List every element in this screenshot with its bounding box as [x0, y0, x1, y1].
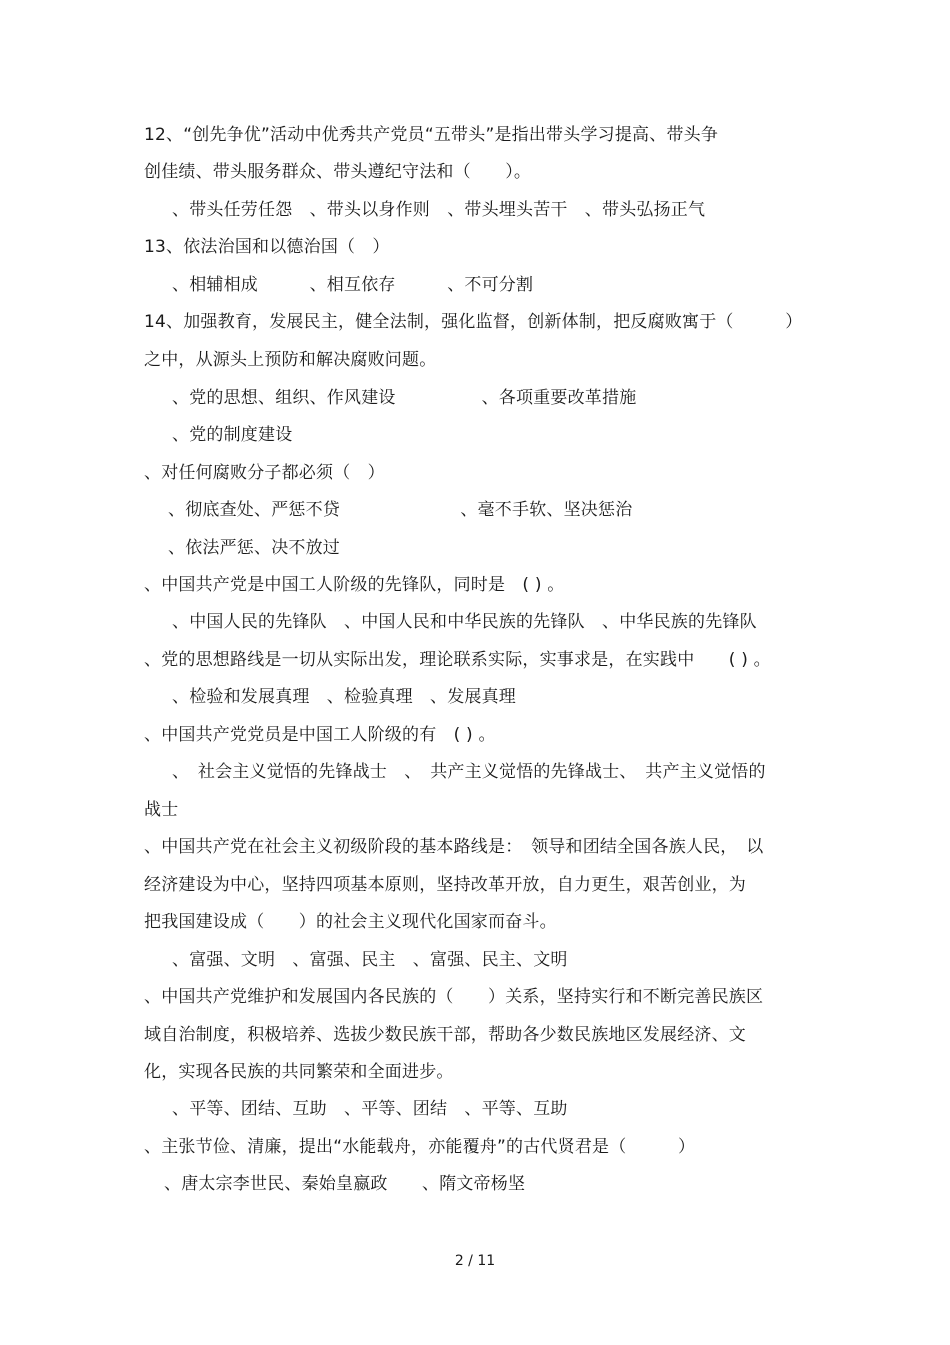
question-14-options-1: 、党的思想、组织、作风建设 、各项重要改革措施 — [172, 388, 637, 408]
question-18-options-line-2: 战士 — [144, 800, 179, 820]
question-14-line-1: 14、加强教育，发展民主，健全法制，强化监督，创新体制，把反腐败寓于（ ） — [144, 312, 803, 332]
question-17: 、党的思想路线是一切从实际出发，理论联系实际，实事求是，在实践中 ( ) 。 — [144, 650, 771, 670]
question-14-line-2: 之中，从源头上预防和解决腐败问题。 — [144, 350, 437, 370]
question-13: 13、依法治国和以德治国（ ） — [144, 237, 390, 257]
question-14-options-2: 、党的制度建设 — [172, 425, 293, 445]
question-15-options-1: 、彻底查处、严惩不贷 、毫不手软、坚决惩治 — [168, 500, 633, 520]
question-19-options: 、富强、文明 、富强、民主 、富强、民主、文明 — [172, 950, 568, 970]
question-20-line-3: 化，实现各民族的共同繁荣和全面进步。 — [144, 1062, 454, 1082]
question-21-options: 、唐太宗李世民、秦始皇嬴政 、隋文帝杨坚 — [164, 1174, 526, 1194]
question-21: 、主张节俭、清廉，提出“水能载舟，亦能覆舟”的古代贤君是（ ） — [144, 1137, 696, 1157]
question-18-options-line-1: 、 社会主义觉悟的先锋战士 、 共产主义觉悟的先锋战士、 共产主义觉悟的 — [172, 762, 766, 782]
question-19-line-3: 把我国建设成（ ）的社会主义现代化国家而奋斗。 — [144, 912, 557, 932]
question-15-options-2: 、依法严惩、决不放过 — [168, 538, 340, 558]
question-12-line-1: 12、“创先争优”活动中优秀共产党员“五带头”是指出带头学习提高、带头争 — [144, 125, 719, 145]
question-19-line-2: 经济建设为中心，坚持四项基本原则，坚持改革开放，自力更生，艰苦创业，为 — [144, 875, 746, 895]
question-17-options: 、检验和发展真理 、检验真理 、发展真理 — [172, 687, 516, 707]
question-20-line-1: 、中国共产党维护和发展国内各民族的（ ）关系，坚持实行和不断完善民族区 — [144, 987, 764, 1007]
question-18: 、中国共产党党员是中国工人阶级的有 ( ) 。 — [144, 725, 496, 745]
question-20-options: 、平等、团结、互助 、平等、团结 、平等、互助 — [172, 1099, 568, 1119]
question-16-options: 、中国人民的先锋队 、中国人民和中华民族的先锋队 、中华民族的先锋队 — [172, 612, 757, 632]
page-number: 2 / 11 — [454, 1253, 496, 1269]
question-19-line-1: 、中国共产党在社会主义初级阶段的基本路线是： 领导和团结全国各族人民， 以 — [144, 837, 764, 857]
question-15: 、对任何腐败分子都必须（ ） — [144, 463, 385, 483]
question-12-line-2: 创佳绩、带头服务群众、带头遵纪守法和（ ）。 — [144, 162, 532, 182]
question-12-options: 、带头任劳任怨 、带头以身作则 、带头埋头苦干 、带头弘扬正气 — [172, 200, 706, 220]
question-20-line-2: 域自治制度，积极培养、选拔少数民族干部，帮助各少数民族地区发展经济、文 — [144, 1025, 746, 1045]
question-13-options: 、相辅相成 、相互依存 、不可分割 — [172, 275, 534, 295]
question-16: 、中国共产党是中国工人阶级的先锋队，同时是 ( ) 。 — [144, 575, 565, 595]
